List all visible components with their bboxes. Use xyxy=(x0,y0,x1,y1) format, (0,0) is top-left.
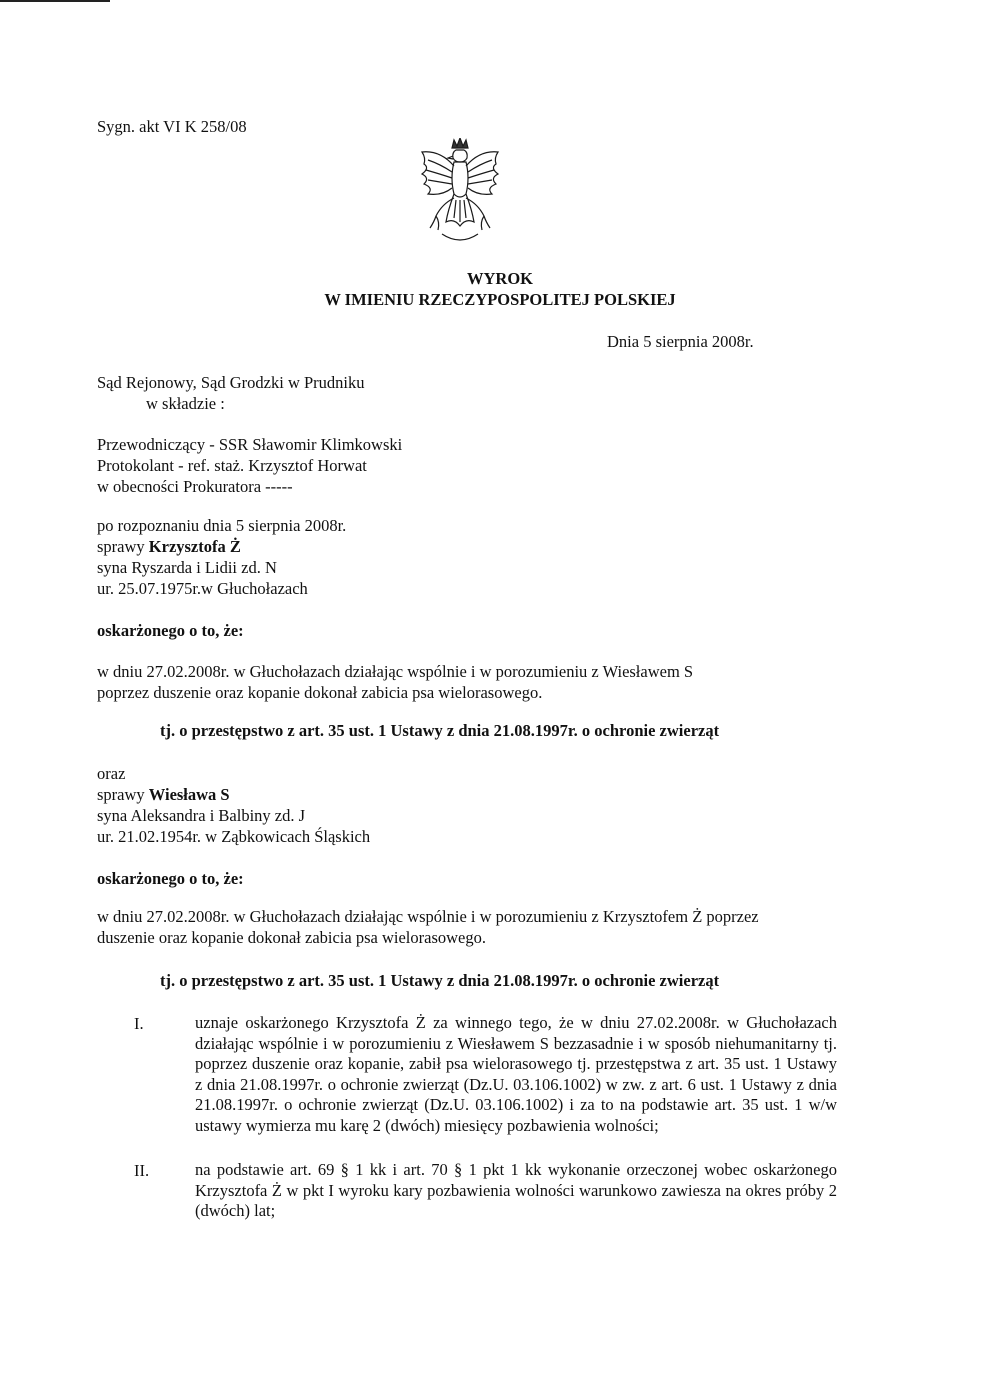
charge-1-line2: poprzez duszenie oraz kopanie dokonał zabicia psa wielorasowego. xyxy=(97,683,543,702)
defendant-1 xyxy=(97,536,241,557)
defendant-1-name: Krzysztofa Ż xyxy=(148,537,241,556)
legal-qualification-2: tj. o przestępstwo z art. 35 ust. 1 Ustawy z dnia 21.08.1997r. o ochronie zwierząt xyxy=(160,971,720,990)
charge-2-line2: duszenie oraz kopanie dokonał zabicia psa wielorasowego. xyxy=(97,928,486,947)
case-signature: Sygn. akt VI K 258/08 xyxy=(97,117,247,136)
case-prefix: sprawy xyxy=(97,537,149,556)
court-clerk: Protokolant - ref. staż. Krzysztof Horwat xyxy=(97,456,367,475)
polish-eagle-emblem xyxy=(412,138,508,248)
document-title: WYROK xyxy=(467,269,533,288)
charge-heading-1: oskarżonego o to, że: xyxy=(97,621,244,640)
judgment-date: Dnia 5 sierpnia 2008r. xyxy=(607,332,754,351)
verdict-item-number: I. xyxy=(134,1014,144,1033)
defendant-1-parents: syna Ryszarda i Lidii zd. N xyxy=(97,558,277,577)
document-subtitle: W IMIENIU RZECZYPOSPOLITEJ POLSKIEJ xyxy=(324,290,676,309)
court-name: Sąd Rejonowy, Sąd Grodzki w Prudniku xyxy=(97,373,365,392)
conjunction-and: oraz xyxy=(97,764,126,783)
defendant-2-birth: ur. 21.02.1954r. w Ząbkowicach Śląskich xyxy=(97,827,371,846)
defendant-2 xyxy=(97,784,230,805)
charge-1-line1: w dniu 27.02.2008r. w Głuchołazach działając wspólnie i w porozumieniu z Wiesławem S xyxy=(97,662,694,681)
legal-qualification-1: tj. o przestępstwo z art. 35 ust. 1 Ustawy z dnia 21.08.1997r. o ochronie zwierząt xyxy=(160,721,720,740)
charge-heading-2: oskarżonego o to, że: xyxy=(97,869,244,888)
court-composition: w składzie : xyxy=(146,394,225,413)
verdict-item-text: na podstawie art. 69 § 1 kk i art. 70 § 1 pkt 1 kk wykonanie orzeczonej wobec oskarżonego Krzysztofa Ż w pkt I wyroku kary pozbawienia wolności warunkowo zawiesza na okres próby 2 (dwóch) lat; xyxy=(195,1160,837,1220)
charge-2-line1: w dniu 27.02.2008r. w Głuchołazach działając wspólnie i w porozumieniu z Krzysztofem Ż poprzez xyxy=(97,907,759,926)
defendant-2-name: Wiesława S xyxy=(148,785,230,804)
case-prefix: sprawy xyxy=(97,785,149,804)
defendant-2-parents: syna Aleksandra i Balbiny zd. J xyxy=(97,806,306,825)
hearing-date: po rozpoznaniu dnia 5 sierpnia 2008r. xyxy=(97,516,347,535)
prosecutor-presence: w obecności Prokuratora ----- xyxy=(97,477,293,496)
presiding-judge: Przewodniczący - SSR Sławomir Klimkowski xyxy=(97,435,403,454)
verdict-item-text: uznaje oskarżonego Krzysztofa Ż za winnego tego, że w dniu 27.02.2008r. w Głuchołazach działając wspólnie i w porozumieniu z Wiesławem S bezzasadnie i w sposób niehumanitarny tj. poprzez duszenie oraz kopanie, zabił psa wielorasowego tj. przestępstwa z art. 35 ust. 1 Ustawy z dnia 21.08.1997r. o ochronie zwierząt (Dz.U. 03.106.1002) w zw. z art. 6 ust. 1 Ustawy z dnia 21.08.1997r. o ochronie zwierząt (Dz.U. 03.106.1002) i za to na podstawie art. 35 ust. 1 w/w ustawy wymierza mu karę 2 (dwóch) miesięcy pozbawienia wolności; xyxy=(195,1013,837,1135)
scan-edge-line xyxy=(0,0,110,2)
verdict-item-number: II. xyxy=(134,1161,150,1180)
defendant-1-birth: ur. 25.07.1975r.w Głuchołazach xyxy=(97,579,308,598)
